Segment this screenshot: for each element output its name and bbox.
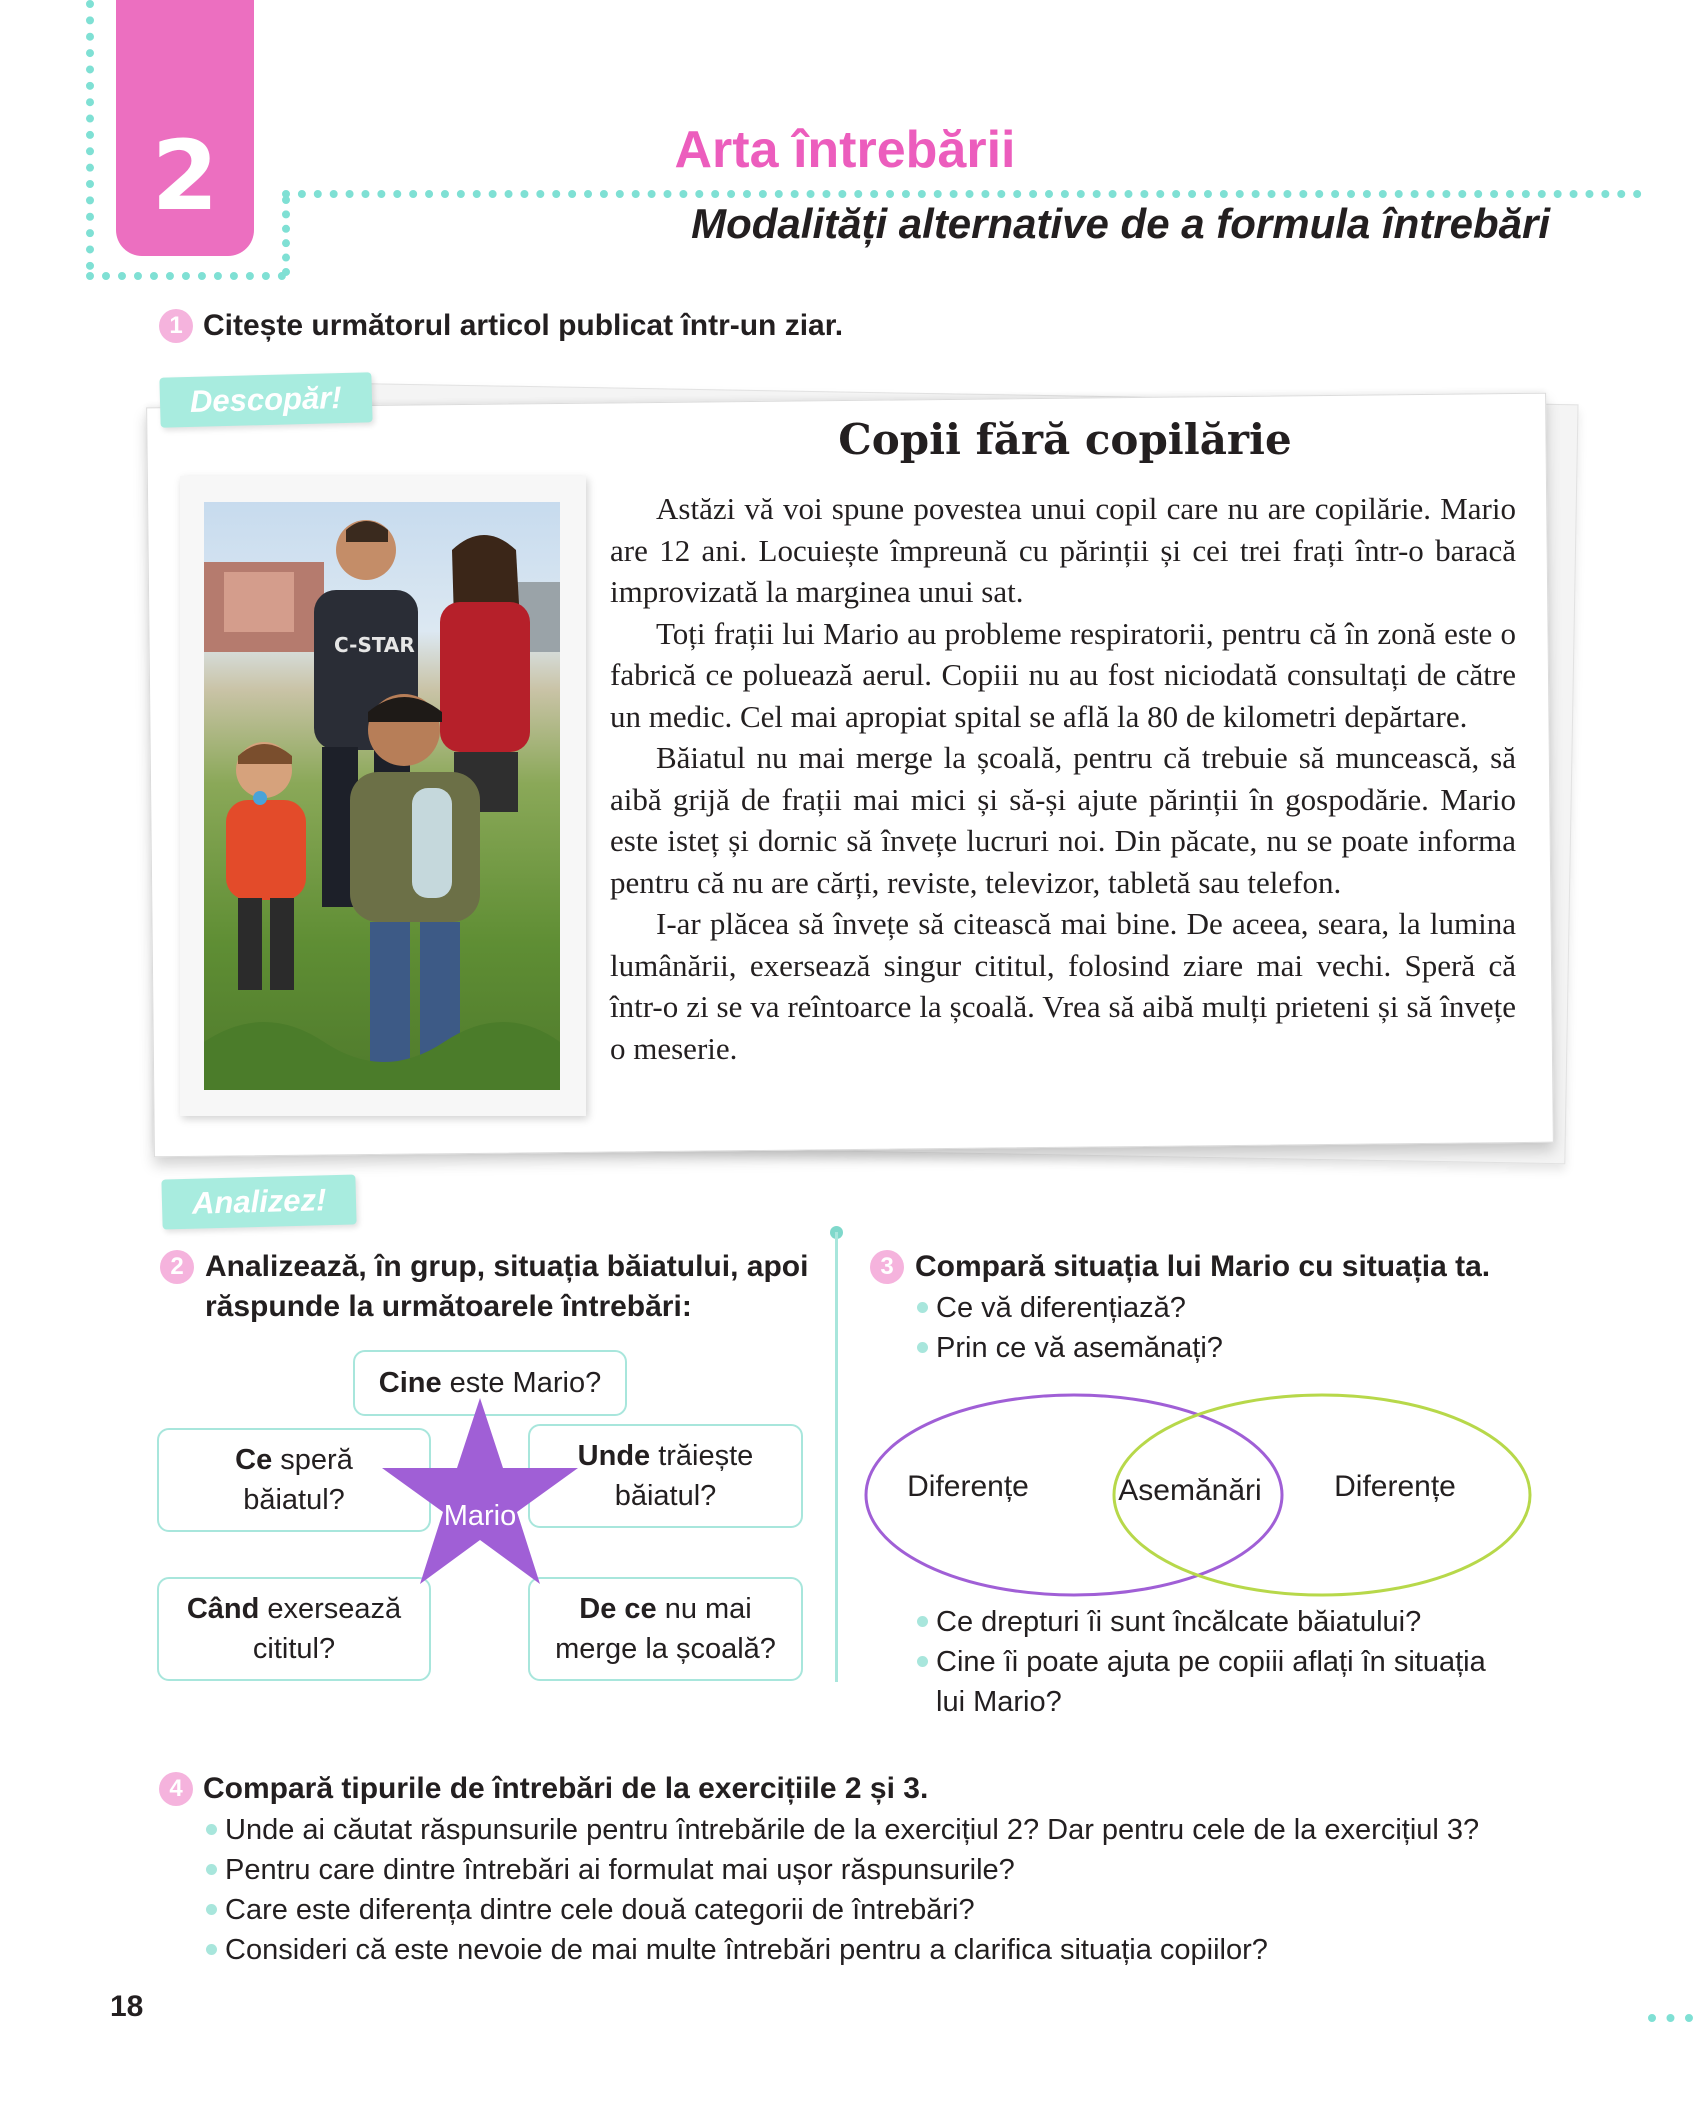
question-text: băiatul? <box>614 1480 717 1512</box>
exercise-3-heading: Compară situația lui Mario cu situația ta. <box>915 1250 1491 1283</box>
list-item: Care este diferența dintre cele două categorii de întrebări? <box>203 1890 1583 1930</box>
venn-left-label: Diferențe <box>907 1470 1029 1503</box>
analyze-tag: Analizez! <box>161 1174 357 1229</box>
exercise-number-badge: 1 <box>159 309 193 343</box>
decorative-dotted-line <box>282 196 290 276</box>
exercise-number-badge: 3 <box>870 1250 904 1284</box>
article-paragraph: Băiatul nu mai merge la școală, pentru că trebuie să muncească, să aibă grijă de frații mai mici și să-și ajute părinții în gospodărie. Mario este isteț și dornic să învețe lucruri noi. Din păcate, nu se poate informa pentru că nu are cărți, reviste, televizor, tabletă sau telefon. <box>610 740 1516 900</box>
article-body <box>610 488 1516 1069</box>
list-item: Pentru care dintre întrebări ai formulat mai ușor răspunsurile? <box>203 1850 1583 1890</box>
article-paragraph: Astăzi vă voi spune povestea unui copil care nu are copilărie. Mario are 12 ani. Locuiește împreună cu părinții și cei trei frați într-o baracă improvizată la marginea unui sat. <box>610 491 1516 609</box>
exercise-4-questions <box>203 1810 1583 1970</box>
question-keyword: Ce <box>235 1444 273 1476</box>
question-text: exersează <box>259 1593 402 1625</box>
venn-right-label: Diferențe <box>1334 1470 1456 1503</box>
question-box-when <box>157 1577 431 1681</box>
lesson-subtitle: Modalități alternative de a formula întrebări <box>691 200 1550 247</box>
decorative-dotted-line <box>1648 2014 1693 2022</box>
list-item: Prin ce vă asemănați? <box>914 1328 1223 1368</box>
children-photo <box>204 502 560 1090</box>
column-divider <box>835 1232 838 1682</box>
question-keyword: De ce <box>579 1593 657 1625</box>
exercise-3-questions <box>914 1288 1223 1368</box>
exercise-3-followup-questions <box>914 1602 1554 1722</box>
svg-text:C-STAR: C-STAR <box>334 633 415 657</box>
exercise-2-heading-line1: Analizează, în grup, situația băiatului, apoi <box>205 1250 809 1283</box>
exercise-1-instruction: Citește următorul articol publicat într-un ziar. <box>203 309 844 342</box>
discover-tag: Descopăr! <box>159 372 372 428</box>
exercise-number-badge: 4 <box>159 1772 193 1806</box>
decorative-dotted-line <box>86 272 286 280</box>
list-item: Cine îi poate ajuta pe copiii aflați în situația <box>914 1642 1554 1682</box>
decorative-dotted-line <box>282 190 1642 198</box>
exercise-2-heading-line2: răspunde la următoarele întrebări: <box>205 1290 692 1323</box>
question-text: merge la școală? <box>555 1633 776 1665</box>
chapter-number: 2 <box>151 120 219 232</box>
page-number: 18 <box>110 1990 144 2023</box>
question-text: este Mario? <box>441 1367 602 1399</box>
question-keyword: Unde <box>577 1440 651 1472</box>
article-title: Copii fără copilărie <box>838 415 1292 464</box>
question-keyword: Când <box>186 1593 260 1625</box>
article-paragraph: I-ar plăcea să învețe să citească mai bine. De aceea, seara, la lumina lumânării, exersează singur cititul, folosind ziare mai vechi. Speră că într-o zi se va reîntoarce la școală. Vrea să aibă mulți prieteni și să învețe o meserie. <box>610 906 1516 1066</box>
article-photo-frame <box>180 476 586 1116</box>
question-text: trăiește <box>650 1440 754 1472</box>
question-box-why <box>528 1577 803 1681</box>
venn-middle-label: Asemănări <box>1118 1474 1262 1507</box>
lesson-title: Arta întrebării <box>674 121 1016 179</box>
question-text: speră <box>272 1444 353 1476</box>
question-keyword: Cine <box>378 1367 442 1399</box>
star-center-label: Mario <box>443 1500 517 1532</box>
exercise-number-badge: 2 <box>160 1250 194 1284</box>
question-text: nu mai <box>656 1593 752 1625</box>
article-paragraph: Toți frații lui Mario au probleme respiratorii, pentru că în zonă este o fabrică ce poluează aerul. Copiii nu au fost niciodată consultați de către un medic. Cel mai apropiat spital se află la 80 de kilometri depărtare. <box>610 615 1516 734</box>
list-item: Ce vă diferențiază? <box>914 1288 1223 1328</box>
exercise-4-heading: Compară tipurile de întrebări de la exercițiile 2 și 3. <box>203 1772 929 1805</box>
star-shape <box>382 1398 578 1584</box>
question-text: cititul? <box>252 1633 336 1665</box>
list-item: Ce drepturi îi sunt încălcate băiatului? <box>914 1602 1554 1642</box>
question-text: băiatul? <box>243 1484 345 1516</box>
list-item: Consideri că este nevoie de mai multe întrebări pentru a clarifica situația copiilor? <box>203 1930 1583 1970</box>
decorative-dotted-line <box>86 0 94 270</box>
list-item: Unde ai căutat răspunsurile pentru întrebările de la exercițiul 2? Dar pentru cele de la exercițiul 3? <box>203 1810 1583 1850</box>
list-item-continuation: lui Mario? <box>936 1686 1062 1718</box>
chapter-tab <box>116 0 254 256</box>
